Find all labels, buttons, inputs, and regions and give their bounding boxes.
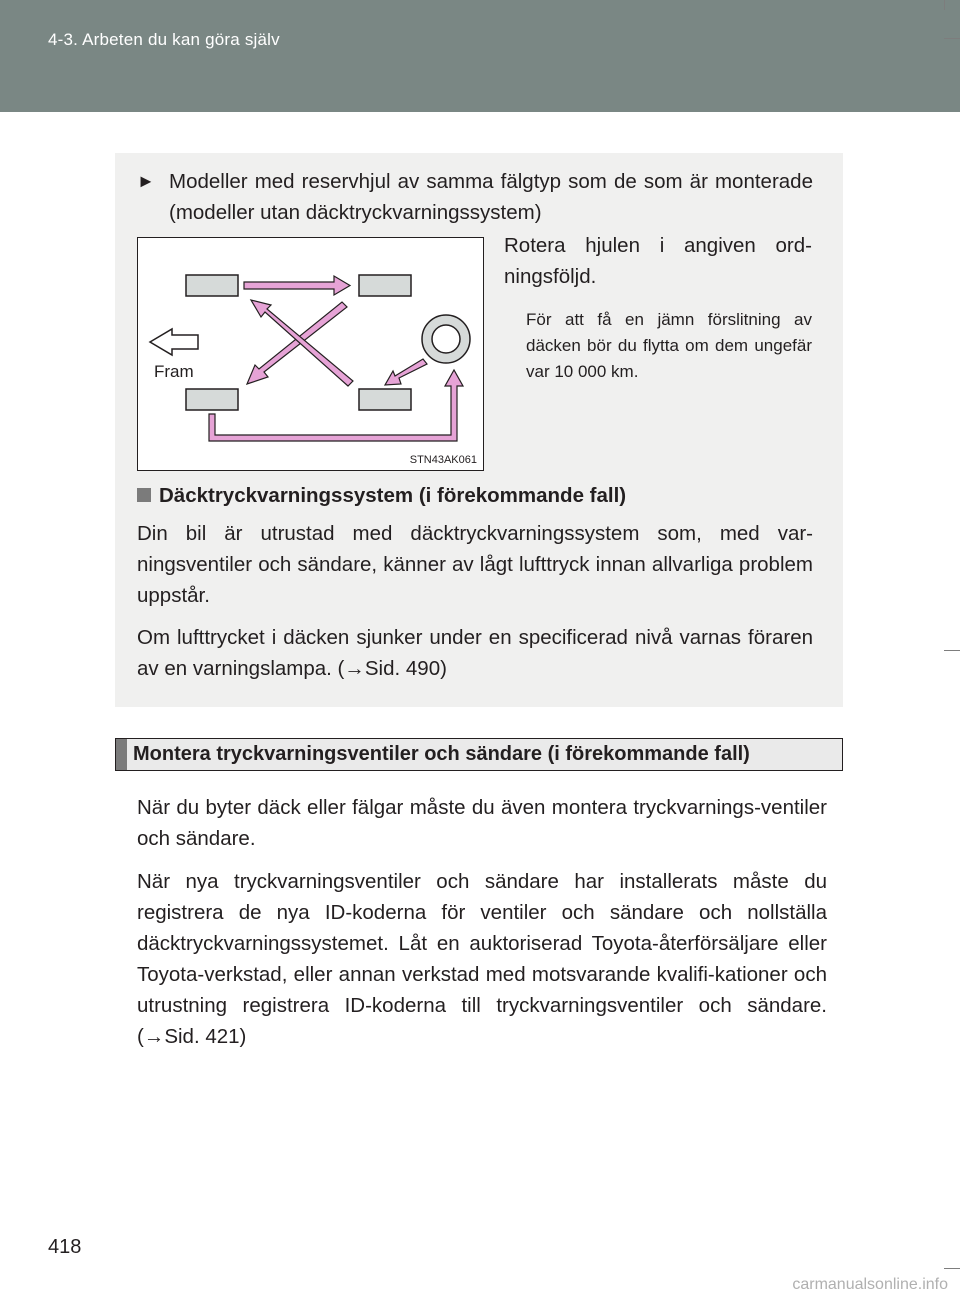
section-heading [115, 738, 843, 771]
section-accent [116, 739, 127, 770]
tpms-subheading [137, 484, 626, 508]
square-bullet-icon [137, 488, 151, 502]
rotation-note: För att få en jämn förslitning av däcken bör du flytta om dem ungefär var 10 000 km. [526, 310, 812, 381]
tire-rear-left [186, 389, 238, 410]
front-label: Fram [154, 362, 194, 381]
page-header [0, 0, 960, 112]
tpms-paragraph-2: Om lufttrycket i däcken sjunker under en specificerad nivå varnas föraren av en varningslampa. (→Sid. 490) [137, 626, 813, 680]
front-direction-arrow-icon [150, 329, 198, 355]
subheading-text: Däcktryckvarningssystem (i förekommande fall) [159, 484, 627, 507]
model-bullet [137, 166, 813, 228]
section-title: Montera tryckvarningsventiler och sändare (i förekommande fall) [133, 743, 750, 765]
arrow-rl-to-spare [209, 370, 463, 441]
tire-front-right [359, 275, 411, 296]
arrow-spare-to-rr [385, 359, 427, 385]
rotation-diagram [138, 238, 483, 470]
tpms-paragraph-1: Din bil är utrustad med däcktryckvarningssystem som, med var-ningsventiler och sändare, känner av lågt lufttryck innan allvarliga problem uppstår. [137, 522, 813, 607]
crop-mark [944, 650, 960, 651]
section-paragraph-1: När du byter däck eller fälgar måste du även montera tryckvarnings-ventiler och sändare. [137, 796, 827, 850]
section-paragraph-2: När nya tryckvarningsventiler och sändare har installerats måste du registrera de nya ID-koderna för ventiler och sändare och nollställa däcktryckvarningssystemet. Låt en auktoriserad Toyota-återförsäljare eller Toyota-verkstad, eller annan verkstad med motsvarande kvalifi-kationer och utrustning registrera ID-koderna till tryckvarningsventiler och sändare. (→Sid. 421) [137, 870, 827, 1048]
crop-mark [944, 0, 945, 10]
watermark: carmanualsonline.info [792, 1276, 948, 1293]
page-number: 418 [48, 1236, 82, 1258]
tire-rotation-figure [137, 237, 484, 471]
rotation-instruction: Rotera hjulen i angiven ord-ningsföljd. [504, 234, 812, 288]
arrow-fl-to-fr [244, 276, 350, 295]
crop-mark [944, 1268, 960, 1269]
crop-mark [944, 38, 960, 39]
bullet-triangle-icon: ► [137, 171, 155, 191]
section-breadcrumb: 4-3. Arbeten du kan göra själv [48, 30, 280, 49]
bullet-text: Modeller med reservhjul av samma fälgtyp som de som är monterade (modeller utan däcktryckvarningssystem) [169, 170, 813, 224]
figure-code: STN43AK061 [409, 454, 477, 466]
tire-rear-right [359, 389, 411, 410]
tire-front-left [186, 275, 238, 296]
